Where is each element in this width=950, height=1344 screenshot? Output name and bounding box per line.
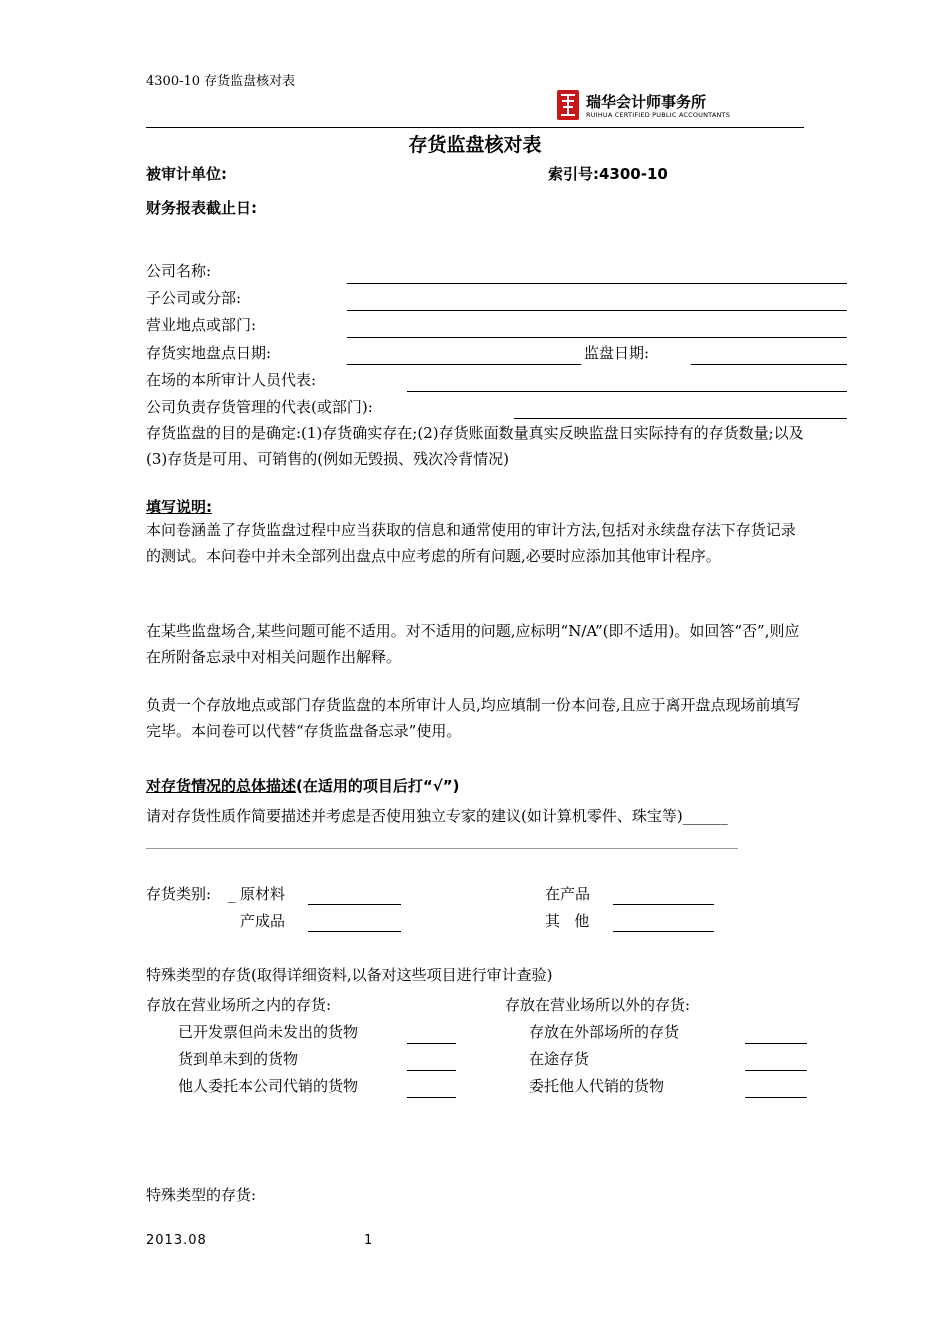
instructions-paragraph-2: 在某些监盘场合,某些问题可能不适用。对不适用的问题,应标明“N/A”(即不适用)。如回答“否”,则应在所附备忘录中对相关问题作出解释。 bbox=[146, 622, 800, 666]
inside-item: 他人委托本公司代销的货物 bbox=[178, 1077, 359, 1095]
count-date-label: 存货实地盘点日期: bbox=[146, 344, 272, 362]
raw-material-check[interactable] bbox=[308, 904, 401, 905]
firm-logo bbox=[556, 89, 806, 123]
auditee-label: 被审计单位: bbox=[146, 165, 227, 183]
location-label: 营业地点或部门: bbox=[146, 316, 257, 334]
wip-label: 在产品 bbox=[545, 885, 591, 903]
subsidiary-label: 子公司或分部: bbox=[146, 289, 242, 307]
wip-check[interactable] bbox=[613, 904, 714, 905]
auditor-rep-label: 在场的本所审计人员代表: bbox=[146, 371, 317, 389]
company-rep-label: 公司负责存货管理的代表(或部门): bbox=[146, 398, 373, 416]
index-number: 索引号:4300-10 bbox=[548, 165, 668, 183]
outside-item-check[interactable] bbox=[745, 1097, 807, 1098]
raw-material-label: 原材料 bbox=[240, 885, 286, 903]
outside-item: 在途存货 bbox=[529, 1050, 590, 1068]
firm-name: 瑞华会计师事务所 bbox=[586, 93, 707, 111]
document-code: 4300-10 存货监盘核对表 bbox=[146, 74, 296, 89]
inside-item: 已开发票但尚未发出的货物 bbox=[178, 1023, 359, 1041]
page-title: 存货监盘核对表 bbox=[408, 134, 542, 156]
instructions-paragraph-3: 负责一个存放地点或部门存货监盘的本所审计人员,均应填制一份本问卷,且应于离开盘点现场前填写完毕。本问卷可以代替“存货监盘备忘录”使用。 bbox=[146, 696, 801, 740]
other-check[interactable] bbox=[613, 931, 714, 932]
overview-answer-line[interactable] bbox=[146, 848, 738, 849]
inside-item-check[interactable] bbox=[407, 1097, 456, 1098]
firm-emblem-icon bbox=[556, 89, 580, 121]
overview-heading-group bbox=[146, 776, 459, 796]
overview-prompt-group bbox=[146, 806, 728, 826]
company-name-field[interactable] bbox=[347, 283, 847, 284]
subsidiary-field[interactable] bbox=[347, 310, 847, 311]
header-rule bbox=[146, 127, 804, 128]
outside-item: 委托他人代销的货物 bbox=[529, 1077, 665, 1095]
overview-prompt: 请对存货性质作简要描述并考虑是否使用独立专家的建议(如计算机零件、珠宝等) bbox=[146, 807, 683, 825]
company-rep-field[interactable] bbox=[514, 418, 847, 419]
location-field[interactable] bbox=[347, 337, 847, 338]
categories-label: 存货类别: bbox=[146, 885, 212, 903]
raw-material-prefix: _ bbox=[228, 885, 236, 903]
outside-item: 存放在外部场所的存货 bbox=[529, 1023, 680, 1041]
instructions-heading: 填写说明: bbox=[146, 498, 212, 516]
outside-item-check[interactable] bbox=[745, 1043, 807, 1044]
overview-heading: 对存货情况的总体描述 bbox=[146, 777, 297, 795]
other-label: 其 他 bbox=[545, 912, 590, 930]
period-end-label: 财务报表截止日: bbox=[146, 199, 257, 217]
observation-date-label: 监盘日期: bbox=[584, 344, 650, 362]
page-number: 1 bbox=[364, 1233, 373, 1248]
observation-date-field[interactable] bbox=[691, 364, 847, 365]
special-footer-label: 特殊类型的存货: bbox=[146, 1186, 257, 1204]
overview-prompt-blank[interactable]: ______ bbox=[682, 807, 728, 825]
inside-item: 货到单未到的货物 bbox=[178, 1050, 299, 1068]
outside-item-check[interactable] bbox=[745, 1070, 807, 1071]
footer-date: 2013.08 bbox=[146, 1233, 207, 1248]
auditor-rep-field[interactable] bbox=[407, 391, 847, 392]
outside-heading: 存放在营业场所以外的存货: bbox=[505, 996, 691, 1014]
purpose-text: 存货监盘的目的是确定:(1)存货确实存在;(2)存货账面数量真实反映监盘日实际持有的存货数量;以及(3)存货是可用、可销售的(例如无毁损、残次冷背情况) bbox=[146, 424, 804, 468]
company-name-label: 公司名称: bbox=[146, 262, 212, 280]
inside-heading: 存放在营业场所之内的存货: bbox=[146, 996, 332, 1014]
count-date-field[interactable] bbox=[347, 364, 581, 365]
finished-goods-check[interactable] bbox=[308, 931, 401, 932]
inside-item-check[interactable] bbox=[407, 1070, 456, 1071]
overview-heading-note: (在适用的项目后打“√”) bbox=[296, 777, 460, 795]
special-intro: 特殊类型的存货(取得详细资料,以备对这些项目进行审计查验) bbox=[146, 966, 553, 984]
instructions-paragraph-1: 本问卷涵盖了存货监盘过程中应当获取的信息和通常使用的审计方法,包括对永续盘存法下存货记录的测试。本问卷中并未全部列出盘点中应考虑的所有问题,必要时应添加其他审计程序。 bbox=[146, 521, 796, 565]
inside-item-check[interactable] bbox=[407, 1043, 456, 1044]
firm-name-english: RUIHUA CERTIFIED PUBLIC ACCOUNTANTS bbox=[586, 111, 731, 119]
finished-goods-label: 产成品 bbox=[240, 912, 286, 930]
